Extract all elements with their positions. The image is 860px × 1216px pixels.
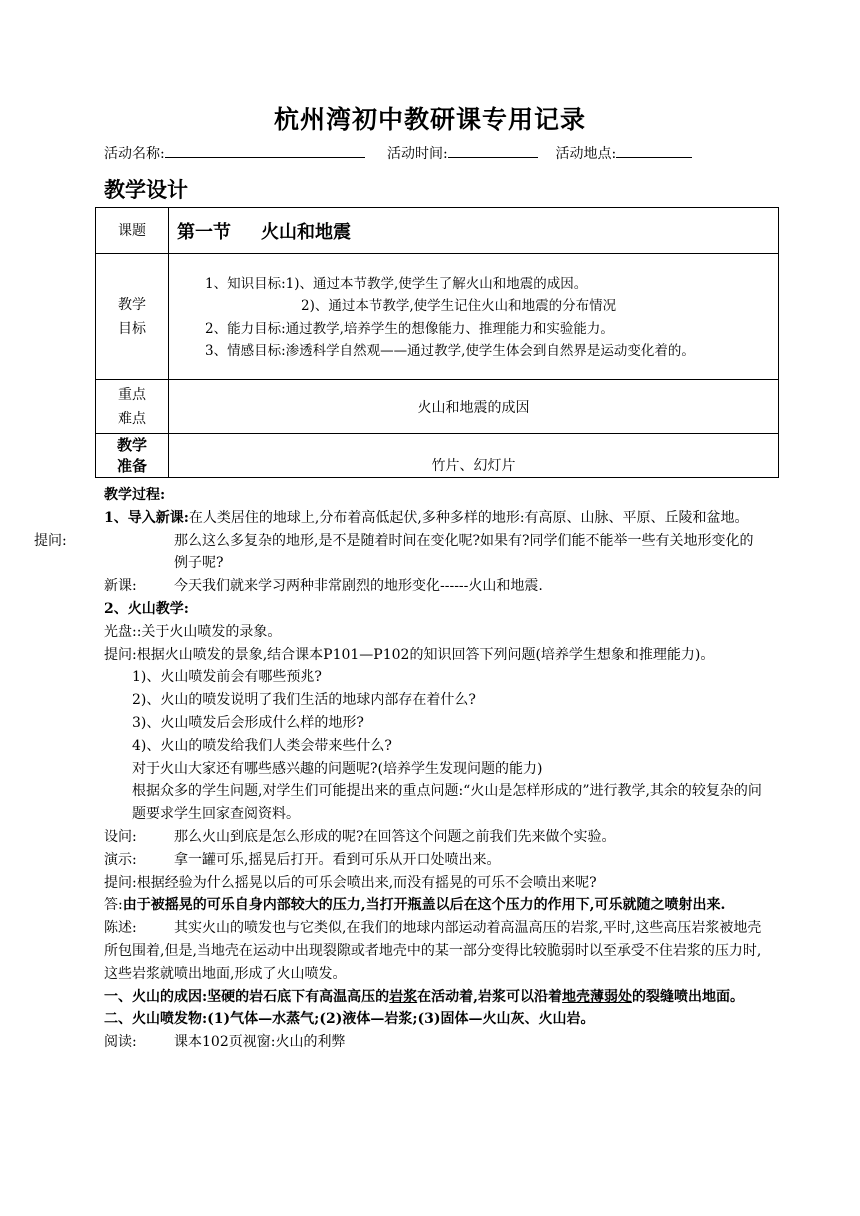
question-3: 提问:根据经验为什么摇晃以后的可乐会喷出来,而没有摇晃的可乐不会喷出来呢? (104, 874, 597, 891)
answer-line: 答:由于被摇晃的可乐自身内部较大的压力,当打开瓶盖以后在这个压力的作用下,可乐就随之喷射出来. (104, 897, 726, 914)
goal-1: 1、知识目标:1)、通过本节教学,使学生了解火山和地震的成因。 (205, 275, 588, 292)
reading-line: 阅读: 课本102页视窗:火山的利弊 (104, 1034, 346, 1051)
intro-paragraph: 1、导入新课:在人类居住的地球上,分布着高低起伏,多种多样的地形:有高原、山脉、平原、丘陵和盆地。 (104, 509, 749, 526)
teaching-process (34, 484, 764, 1054)
demo-line: 演示: 拿一罐可乐,摇晃后打开。看到可乐从开口处喷出来。 (104, 851, 501, 868)
explain-paragraph: 陈述: 其实火山的喷发也与它类似,在我们的地球内部运动着高温高压的岩浆,平时,这些高压岩浆被地壳所包围着,但是,当地壳在运动中出现裂隙或者地壳中的某一部分变得比较脆弱时以至承受不住岩浆的压力时,这些岩浆就喷出地面,形成了火山喷发。 (104, 920, 762, 982)
prep-label: 教学 准备 (96, 434, 169, 478)
topic-row (96, 208, 779, 254)
cause-line: 一、火山的成因:坚硬的岩石底下有高温高压的岩浆在活动着,岩浆可以沿着地壳薄弱处的裂缝喷出地面。 (104, 988, 745, 1005)
prep-row (96, 434, 779, 478)
goals-row (96, 254, 779, 380)
goal-1b: 2)、通过本节教学,使学生记住火山和地震的分布情况 (301, 298, 617, 314)
assume-line: 设问: 那么火山到底是怎么形成的呢?在回答这个问题之前我们先来做个实验。 (104, 828, 616, 845)
sub-question-3: 3)、火山喷发后会形成什么样的地形? (132, 714, 364, 731)
page-title: 杭州湾初中教研课专用记录 (273, 105, 586, 134)
topic-part1: 第一节 (177, 221, 231, 243)
keypoint-cell: 火山和地震的成因 (169, 380, 779, 434)
activity-place-blank[interactable] (616, 143, 692, 158)
activity-name-blank[interactable] (165, 143, 365, 158)
keypoint-row (96, 380, 779, 434)
goal-3: 3、情感目标:渗透科学自然观——通过教学,使学生体会到自然界是运动变化着的。 (205, 343, 695, 359)
question-2: 提问:根据火山喷发的景象,结合课本P101—P102的知识回答下列问题(培养学生想象和推理能力)。 (104, 646, 715, 663)
activity-time-blank[interactable] (448, 143, 538, 158)
prep-cell: 竹片、幻灯片 (169, 434, 779, 478)
goal-2: 2、能力目标:通过教学,培养学生的想像能力、推理能力和实验能力。 (205, 320, 614, 337)
activity-place-label: 活动地点: (555, 146, 617, 162)
goals-label: 教学 目标 (96, 254, 169, 380)
ejecta-line: 二、火山喷发物:(1)气体—水蒸气;(2)液体—岩浆;(3)固体—火山灰、火山岩。 (104, 1011, 595, 1028)
cd-line: 光盘::关于火山喷发的录象。 (104, 623, 282, 640)
activity-name-label: 活动名称: (104, 146, 165, 162)
topic-cell (169, 208, 779, 254)
volcano-heading: 2、火山教学: (104, 600, 189, 617)
interest-line: 对于火山大家还有哪些感兴趣的问题呢?(培养学生发现问题的能力) (132, 760, 543, 777)
sub-question-2: 2)、火山的喷发说明了我们生活的地球内部存在着什么? (132, 692, 476, 709)
sub-question-1: 1)、火山喷发前会有哪些预兆? (132, 669, 322, 686)
keypoint-label: 重点 难点 (96, 380, 169, 434)
process-heading: 教学过程: (104, 487, 166, 503)
question-1: 提问: 那么这么多复杂的地形,是不是随着时间在变化呢?如果有?同学们能不能举一些有关地形变化的例子呢? (34, 532, 754, 572)
new-lesson-line: 新课: 今天我们就来学习两种非常剧烈的地形变化------火山和地震. (104, 578, 543, 595)
goals-cell (169, 254, 779, 380)
lesson-design-table (95, 207, 779, 478)
many-questions-line: 根据众多的学生问题,对学生们可能提出来的重点问题:“火山是怎样形成的”进行教学,其余的较复杂的问题要求学生回家查阅资料。 (132, 783, 762, 823)
sub-question-4: 4)、火山的喷发给我们人类会带来些什么? (132, 737, 392, 754)
topic-label: 课题 (96, 208, 169, 254)
topic-part2: 火山和地震 (261, 221, 351, 243)
activity-info-line (104, 143, 692, 163)
activity-time-label: 活动时间: (386, 146, 448, 162)
section-heading: 教学设计 (104, 178, 188, 202)
